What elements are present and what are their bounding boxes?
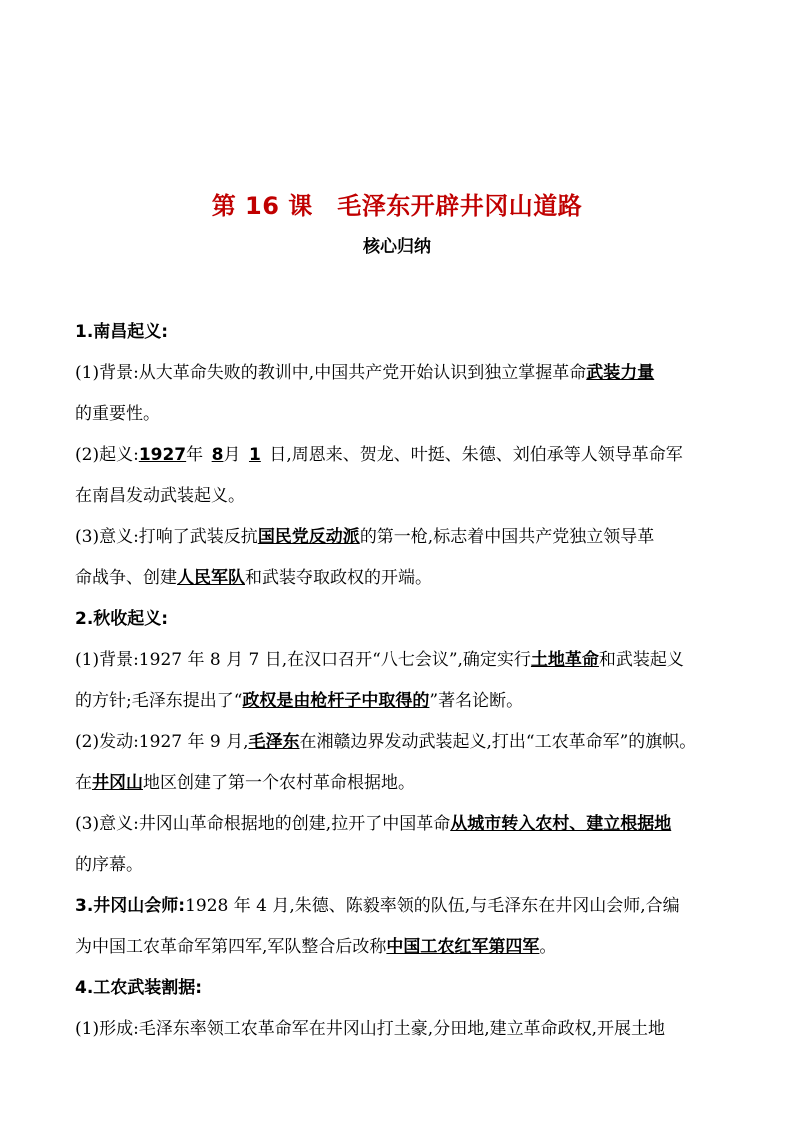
paragraph-line xyxy=(75,353,725,394)
text-run: 命战争、创建 xyxy=(75,568,177,588)
key-day: 1 xyxy=(248,445,261,465)
text-run: 1928 年 4 月,朱德、陈毅率领的队伍,与毛泽东在井冈山会师,合编 xyxy=(185,896,680,916)
key-year: 1927 xyxy=(138,445,187,465)
section-heading-nanchang xyxy=(75,312,725,353)
heading-text: 2.秋收起义: xyxy=(75,609,169,629)
text-run: 日,周恩来、贺龙、叶挺、朱德、刘伯承等人领导革命军 xyxy=(269,445,683,465)
section-heading-jinggang-meeting: 3.井冈山会师: xyxy=(75,896,186,916)
key-term: 中国工农红军第四军 xyxy=(386,937,540,957)
key-term: 武装力量 xyxy=(586,363,655,383)
text-run: 为中国工农革命军第四军,军队整合后改称 xyxy=(75,937,387,957)
paragraph-line xyxy=(75,558,725,599)
paragraph-line xyxy=(75,476,725,517)
text-run: 。 xyxy=(539,937,557,957)
paragraph-line xyxy=(75,435,725,476)
paragraph-line xyxy=(75,517,725,558)
key-term: 国民党反动派 xyxy=(257,527,360,547)
paragraph-line xyxy=(75,640,725,681)
paragraph-line xyxy=(75,1009,725,1050)
document-body xyxy=(75,312,725,1050)
text-run: (2)发动:1927 年 9 月, xyxy=(75,732,249,752)
key-term: 从城市转入农村、建立根据地 xyxy=(450,814,672,834)
text-run: 的方针;毛泽东提出了“ xyxy=(75,691,243,711)
text-run: 在南昌发动武装起义。 xyxy=(75,486,245,506)
text-run: ”著名论断。 xyxy=(429,691,524,711)
section-heading-armed-separatism xyxy=(75,968,725,1009)
text-run: 月 xyxy=(223,445,241,465)
paragraph-line xyxy=(75,763,725,804)
text-run: 的第一枪,标志着中国共产党独立领导革 xyxy=(359,527,655,547)
text-run: (1)背景:从大革命失败的教训中,中国共产党开始认识到独立掌握革命 xyxy=(75,363,587,383)
text-run: (1)形成:毛泽东率领工农革命军在井冈山打土豪,分田地,建立革命政权,开展土地 xyxy=(75,1019,666,1039)
text-run: 的序幕。 xyxy=(75,855,143,875)
key-month: 8 xyxy=(211,445,224,465)
text-run: (3)意义:打响了武装反抗 xyxy=(75,527,258,547)
key-term: 政权是由枪杆子中取得的 xyxy=(242,691,430,711)
section-heading-autumn-harvest xyxy=(75,599,725,640)
text-run: 的重要性。 xyxy=(75,404,160,424)
page-title: 第 16 课 毛泽东开辟井冈山道路 xyxy=(211,192,583,220)
paragraph-line xyxy=(75,804,725,845)
page-subtitle: 核心归纳 xyxy=(363,237,431,257)
heading-text: 1.南昌起义: xyxy=(75,322,169,342)
paragraph-line xyxy=(75,845,725,886)
paragraph-line xyxy=(75,927,725,968)
text-run: 和武装起义 xyxy=(598,650,684,670)
text-run: 和武装夺取政权的开端。 xyxy=(245,568,432,588)
text-run: (3)意义:井冈山革命根据地的创建,拉开了中国革命 xyxy=(75,814,451,834)
key-term: 井冈山 xyxy=(92,773,143,793)
key-term: 人民军队 xyxy=(177,568,245,588)
text-run: 在 xyxy=(75,773,92,793)
paragraph-line xyxy=(75,681,725,722)
key-term: 土地革命 xyxy=(530,650,599,670)
paragraph-line xyxy=(75,886,725,927)
text-run: 在湘赣边界发动武装起义,打出“工农革命军”的旗帜。 xyxy=(299,732,697,752)
text-run: (1)背景:1927 年 8 月 7 日,在汉口召开“八七会议”,确定实行 xyxy=(75,650,531,670)
key-term: 毛泽东 xyxy=(248,732,300,752)
text-run: 年 xyxy=(186,445,204,465)
paragraph-line xyxy=(75,722,725,763)
text-run: (2)起义: xyxy=(75,445,139,465)
heading-text: 4.工农武装割据: xyxy=(75,978,203,998)
text-run: 地区创建了第一个农村革命根据地。 xyxy=(143,773,415,793)
paragraph-line xyxy=(75,394,725,435)
